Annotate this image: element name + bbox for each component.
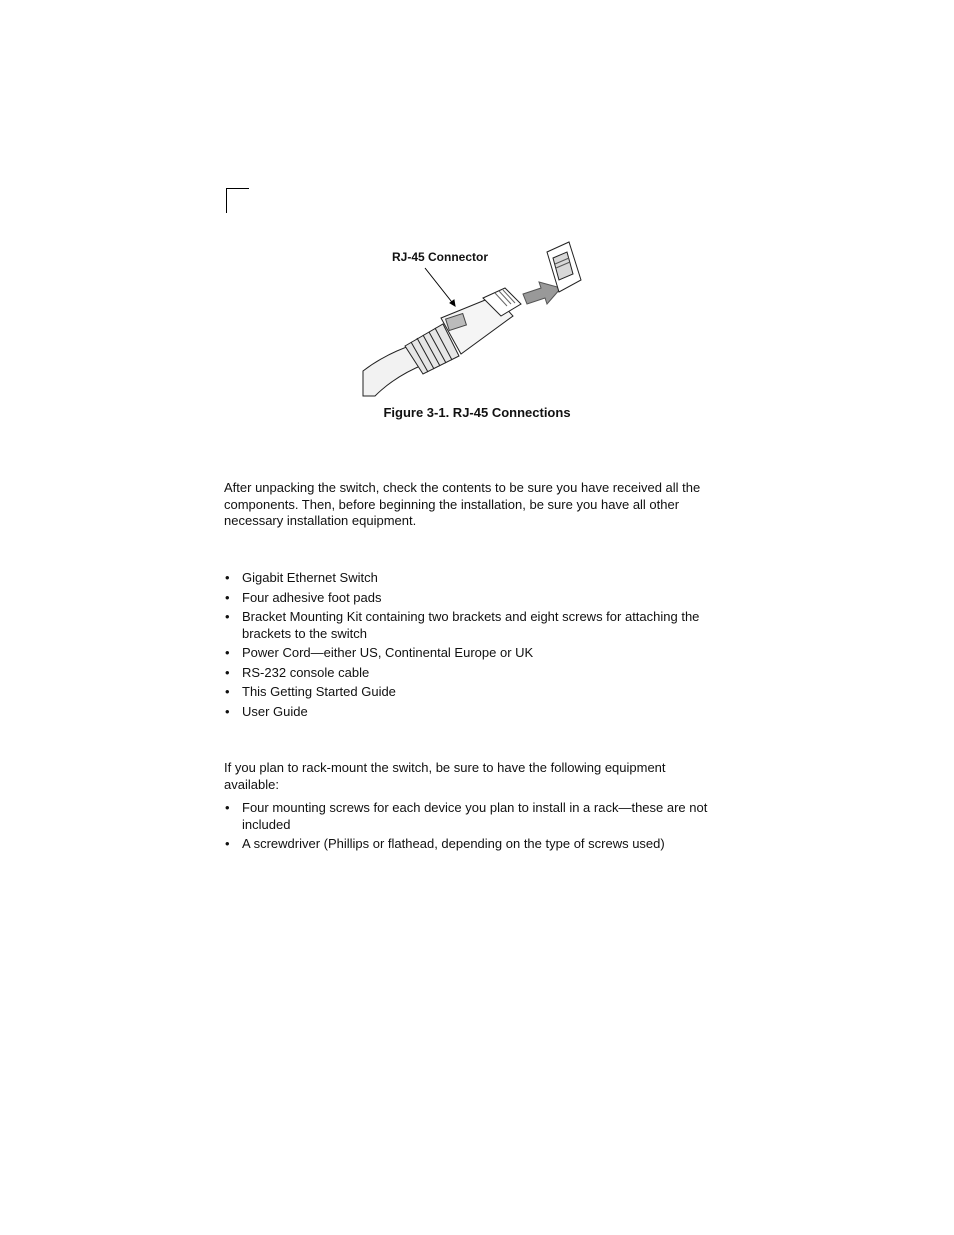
list-item: • Bracket Mounting Kit containing two brackets and eight screws for attaching the brackets to the switch [225,609,700,641]
list-item: • Four adhesive foot pads [225,589,382,605]
rack-equipment-list [224,800,724,856]
list-item: • User Guide [225,703,308,719]
crop-mark [226,188,249,213]
list-item: • Power Cord—either US, Continental Europe or UK [225,645,534,660]
list-item: • Four mounting screws for each device you plan to install in a rack—these are not included [225,800,708,832]
intro-paragraph: After unpacking the switch, check the contents to be sure you have received all the components. Then, before beginning the installation, be sure you have all other necessary installation equipment. [224,480,701,528]
list-item: • RS-232 console cable [225,664,370,680]
rack-intro-paragraph: If you plan to rack-mount the switch, be sure to have the following equipment available: [224,760,666,792]
list-item: • A screwdriver (Phillips or flathead, depending on the type of screws used) [225,836,665,851]
list-item: • Gigabit Ethernet Switch [225,570,378,585]
figure-label: RJ-45 Connector [392,250,489,264]
figure-caption: Figure 3-1. RJ-45 Connections [383,405,571,420]
list-item: • This Getting Started Guide [225,684,396,699]
package-contents-list [224,570,724,723]
